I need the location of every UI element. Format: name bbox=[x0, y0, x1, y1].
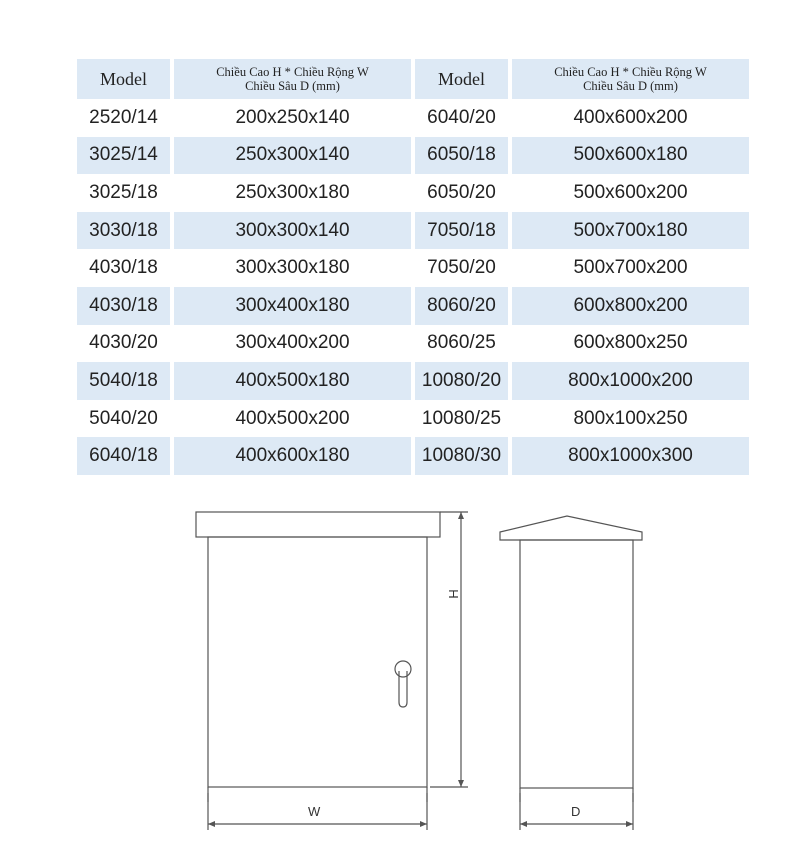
table-cell-dims: 300x300x180 bbox=[235, 257, 350, 279]
header-dims-left bbox=[174, 59, 411, 99]
front-roof bbox=[196, 512, 440, 537]
table-cell-model: 6050/18 bbox=[415, 137, 508, 175]
table-cell-dims: 600x800x250 bbox=[573, 332, 688, 354]
table-cell-dims: 800x1000x200 bbox=[512, 362, 749, 400]
table-cell-model: 3025/14 bbox=[77, 137, 170, 175]
header-dims-line1: Chiều Cao H * Chiều Rộng W bbox=[216, 65, 369, 79]
table-cell-model: 3030/18 bbox=[77, 212, 170, 250]
table-cell-dims: 400x500x180 bbox=[174, 362, 411, 400]
height-label: H bbox=[446, 589, 461, 599]
table-cell-model: 4030/20 bbox=[89, 332, 158, 354]
table-cell-model: 7050/18 bbox=[415, 212, 508, 250]
header-dims-line2: Chiều Sâu D (mm) bbox=[245, 79, 340, 93]
table-cell-model: 2520/14 bbox=[89, 106, 158, 128]
table-cell-model: 5040/20 bbox=[89, 407, 158, 429]
table-cell-model: 10080/25 bbox=[421, 407, 502, 429]
table-cell-dims: 250x300x180 bbox=[235, 181, 350, 203]
table-cell-model: 8060/25 bbox=[427, 332, 496, 354]
table-cell-dims: 500x600x200 bbox=[573, 181, 688, 203]
cabinet-drawing bbox=[0, 490, 800, 841]
table-cell-dims: 500x700x180 bbox=[512, 212, 749, 250]
table-cell-dims: 800x100x250 bbox=[573, 407, 688, 429]
table-cell-dims: 250x300x140 bbox=[174, 137, 411, 175]
table-cell-dims: 400x500x200 bbox=[235, 407, 350, 429]
table-cell-dims: 500x700x200 bbox=[573, 257, 688, 279]
table-cell-model: 5040/18 bbox=[77, 362, 170, 400]
table-cell-dims: 400x600x180 bbox=[174, 437, 411, 475]
header-dims-right bbox=[512, 59, 749, 99]
spec-table bbox=[77, 59, 749, 475]
table-cell-model: 8060/20 bbox=[415, 287, 508, 325]
front-body bbox=[208, 537, 427, 787]
table-cell-model: 7050/20 bbox=[427, 257, 496, 279]
table-cell-dims: 500x600x180 bbox=[512, 137, 749, 175]
table-cell-model: 3025/18 bbox=[89, 181, 158, 203]
header-model-left: Model bbox=[77, 59, 170, 99]
table-cell-model: 4030/18 bbox=[89, 257, 158, 279]
table-cell-model: 4030/18 bbox=[77, 287, 170, 325]
header-model-right: Model bbox=[415, 59, 508, 99]
table-cell-dims: 300x300x140 bbox=[174, 212, 411, 250]
table-cell-dims: 600x800x200 bbox=[512, 287, 749, 325]
table-cell-dims: 300x400x200 bbox=[235, 332, 350, 354]
table-cell-dims: 400x600x200 bbox=[573, 106, 688, 128]
header-dims-line1: Chiều Cao H * Chiều Rộng W bbox=[554, 65, 707, 79]
table-cell-model: 6040/18 bbox=[77, 437, 170, 475]
header-dims-line2: Chiều Sâu D (mm) bbox=[583, 79, 678, 93]
table-cell-dims: 800x1000x300 bbox=[512, 437, 749, 475]
lock-handle-icon bbox=[395, 661, 411, 707]
table-cell-model: 10080/30 bbox=[415, 437, 508, 475]
side-body bbox=[520, 540, 633, 788]
depth-label: D bbox=[571, 804, 581, 819]
table-cell-model: 10080/20 bbox=[415, 362, 508, 400]
side-roof bbox=[500, 516, 642, 540]
table-cell-model: 6040/20 bbox=[427, 106, 496, 128]
table-cell-model: 6050/20 bbox=[427, 181, 496, 203]
width-label: W bbox=[308, 804, 321, 819]
table-cell-dims: 300x400x180 bbox=[174, 287, 411, 325]
table-cell-dims: 200x250x140 bbox=[235, 106, 350, 128]
